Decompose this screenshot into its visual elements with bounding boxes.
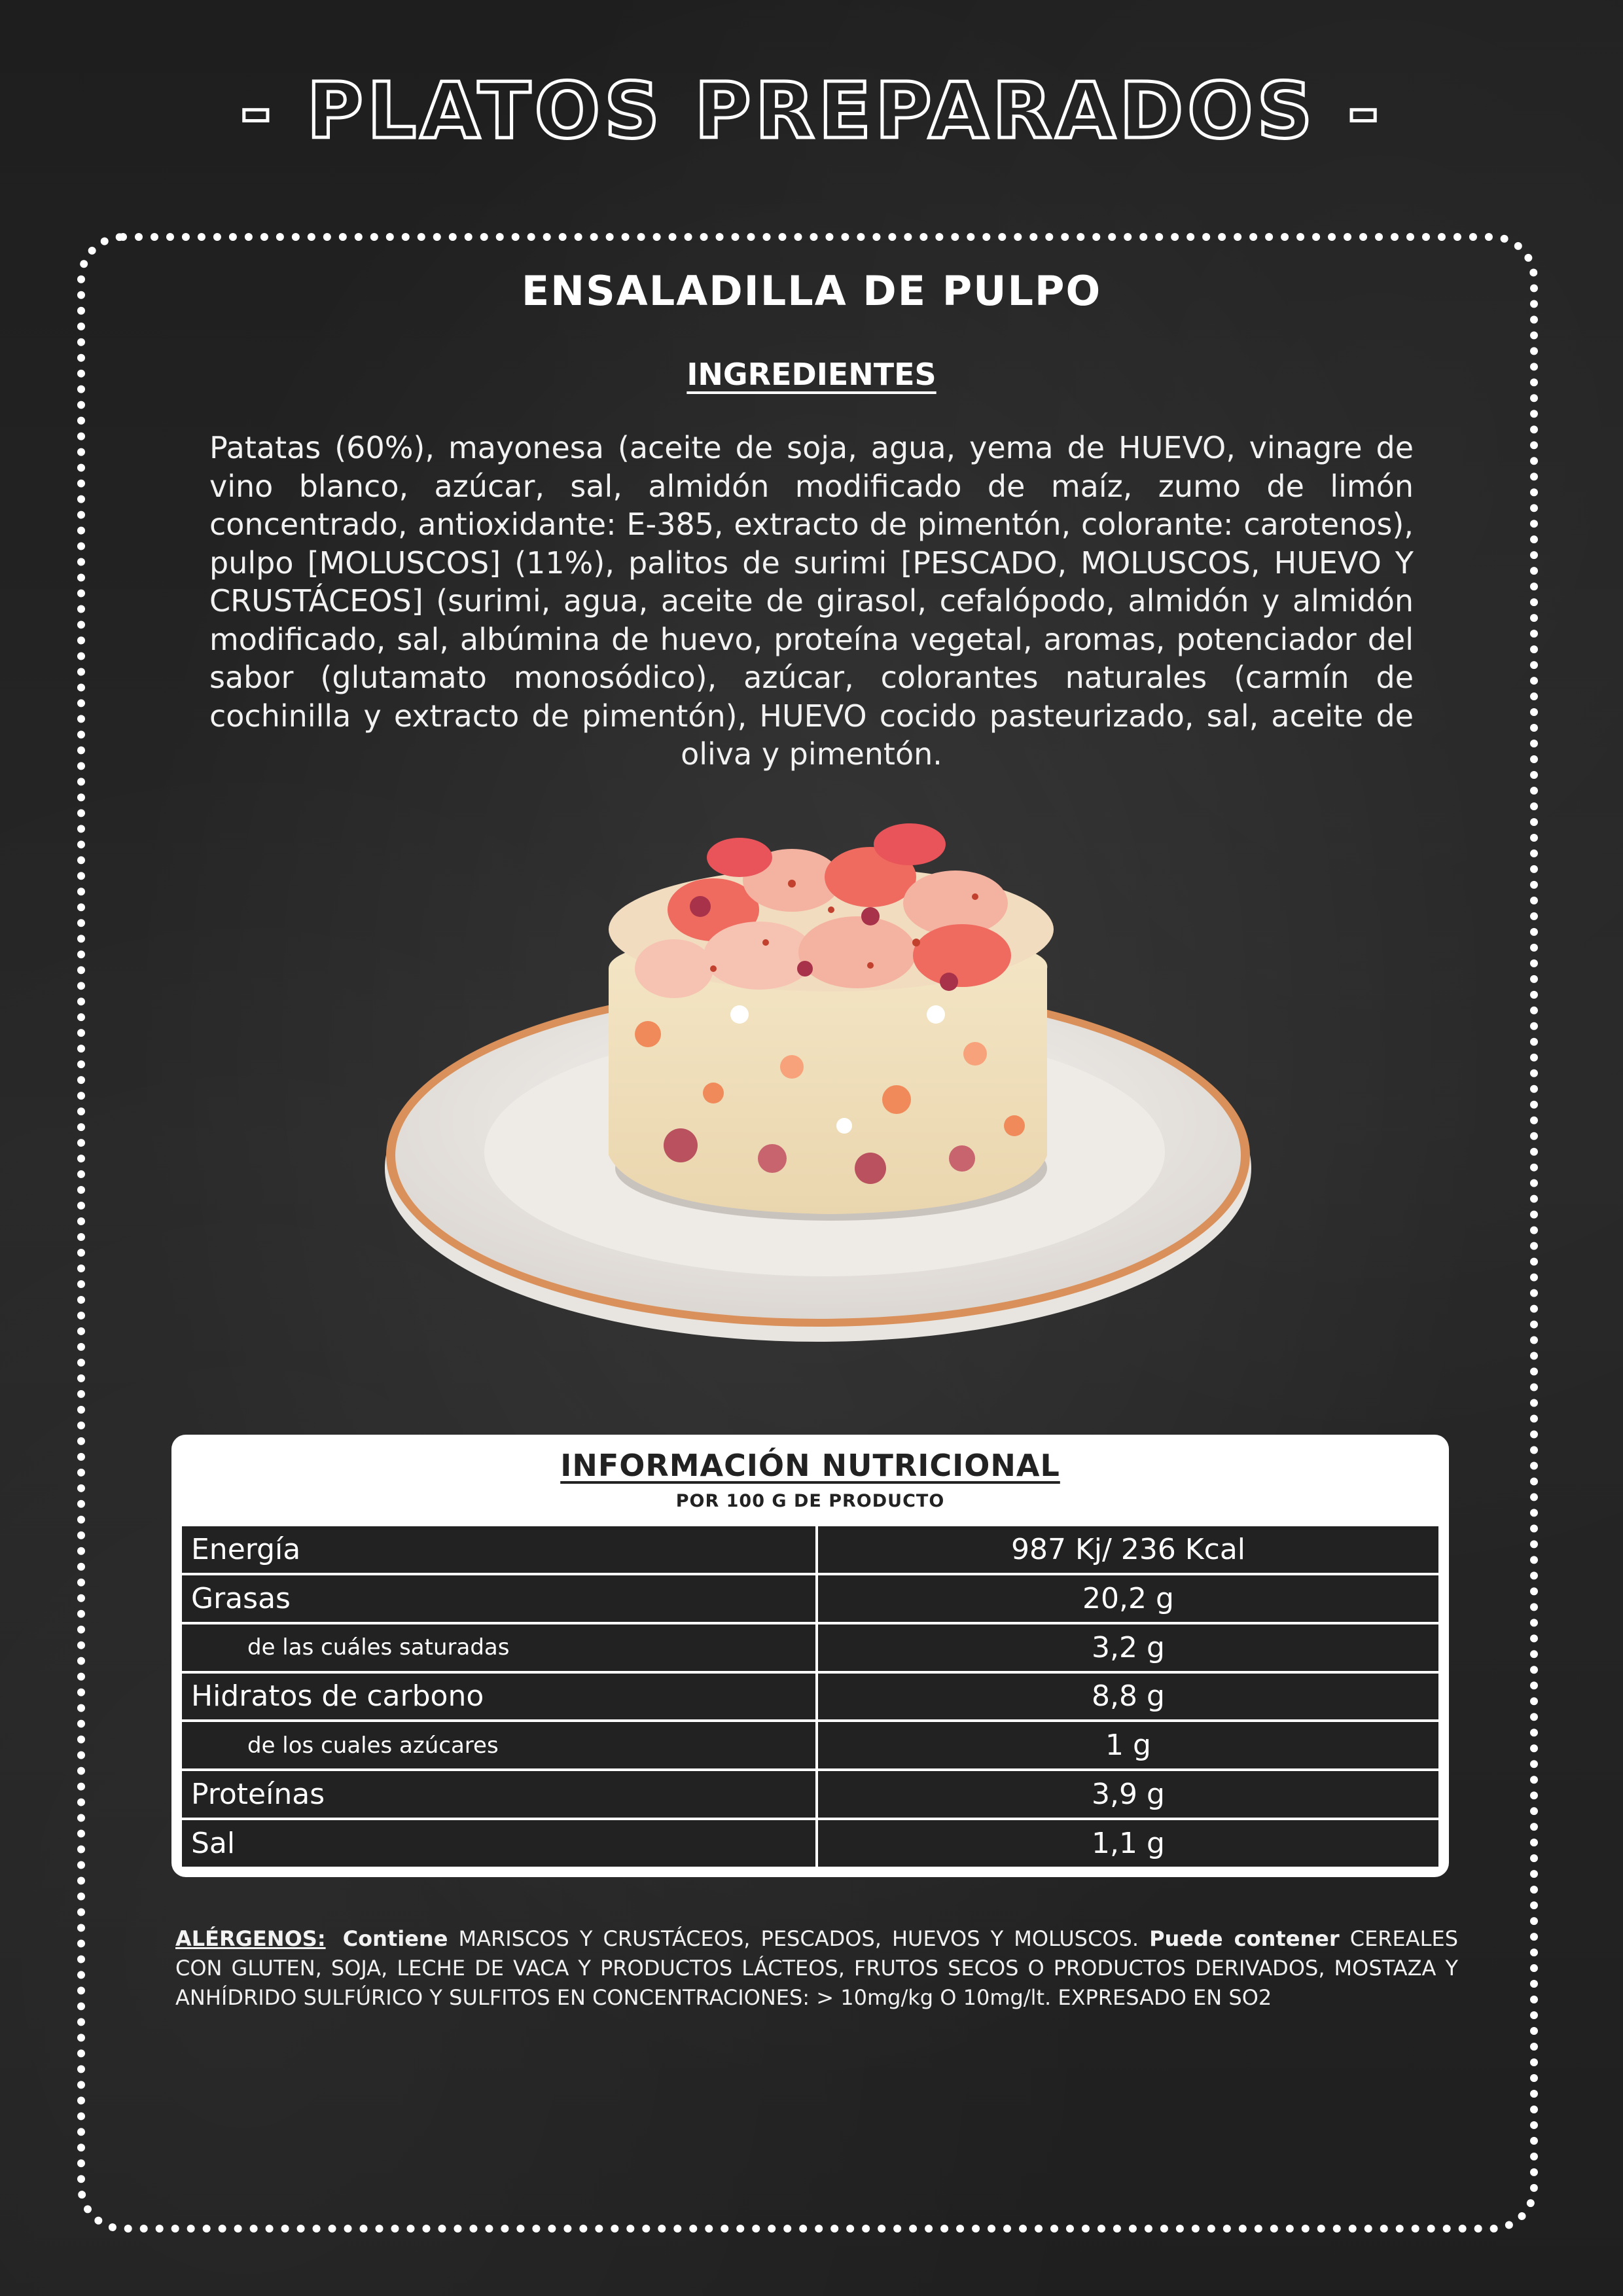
nutrition-label: Sal bbox=[181, 1819, 817, 1868]
nutrition-value: 3,9 g bbox=[817, 1770, 1440, 1819]
nutrition-value: 3,2 g bbox=[817, 1623, 1440, 1672]
nutrition-row bbox=[181, 1672, 1440, 1721]
nutrition-label: Hidratos de carbono bbox=[181, 1672, 817, 1721]
allergens-contains-text: MARISCOS Y CRUSTÁCEOS, PESCADOS, HUEVOS Y MOLUSCOS. bbox=[458, 1926, 1139, 1951]
nutrition-row bbox=[181, 1623, 1440, 1672]
nutrition-row bbox=[181, 1525, 1440, 1574]
nutrition-row bbox=[181, 1721, 1440, 1770]
allergens-contains-label: Contiene bbox=[342, 1926, 448, 1951]
nutrition-title: INFORMACIÓN NUTRICIONAL bbox=[560, 1448, 1060, 1483]
nutrition-label: Grasas bbox=[181, 1574, 817, 1623]
allergens-label: ALÉRGENOS: bbox=[175, 1926, 326, 1951]
nutrition-label: de las cuáles saturadas bbox=[181, 1623, 817, 1672]
ingredients-heading: INGREDIENTES bbox=[687, 357, 936, 392]
nutrition-value: 8,8 g bbox=[817, 1672, 1440, 1721]
allergens-may-contain-label: Puede contener bbox=[1149, 1926, 1340, 1951]
nutrition-value: 1 g bbox=[817, 1721, 1440, 1770]
allergens-may-contain-text: CEREALES CON GLUTEN, SOJA, LECHE DE VACA Y PRODUCTOS LÁCTEOS, FRUTOS SECOS O PRODUCTOS DERIVADOS, MOSTAZA Y ANHÍDRIDO SULFÚRICO Y SULFITOS EN CONCENTRACIONES: > 10mg/kg O 10mg/lt. EXPRESADO EN SO2 bbox=[175, 1926, 1458, 2010]
nutrition-table-body bbox=[181, 1525, 1440, 1868]
dish-name: ENSALADILLA DE PULPO bbox=[521, 267, 1102, 315]
nutrition-value: 20,2 g bbox=[817, 1574, 1440, 1623]
dish-photo-icon bbox=[373, 818, 1263, 1381]
nutrition-row bbox=[181, 1574, 1440, 1623]
ingredients-text: Patatas (60%), mayonesa (aceite de soja, agua, yema de HUEVO, vinagre de vino blanco, azúcar, sal, almidón modificado de maíz, zumo de limón concentrado, antioxidante: E-385, extracto de pimentón, colorante: carotenos), pulpo [MOLUSCOS] (11%), palitos de surimi [PESCADO, MOLUSCOS, HUEVO Y CRUSTÁCEOS] (surimi, agua, aceite de girasol, cefalópodo, almidón y almidón modificado, sal, albúmina de huevo, proteína vegetal, aromas, potenciador del sabor (glutamato monosódico), azúcar, colorantes naturales (carmín de cochinilla y extracto de pimentón), HUEVO cocido pasteurizado, sal, aceite de oliva y pimentón. bbox=[209, 430, 1414, 772]
nutrition-value: 987 Kj/ 236 Kcal bbox=[817, 1525, 1440, 1574]
nutrition-row bbox=[181, 1819, 1440, 1868]
allergens-statement bbox=[175, 1924, 1458, 2013]
nutrition-panel bbox=[171, 1435, 1449, 1877]
nutrition-label: Energía bbox=[181, 1525, 817, 1574]
nutrition-label: de los cuales azúcares bbox=[181, 1721, 817, 1770]
nutrition-row bbox=[181, 1770, 1440, 1819]
nutrition-label: Proteínas bbox=[181, 1770, 817, 1819]
nutrition-subtitle: POR 100 G DE PRODUCTO bbox=[675, 1491, 945, 1511]
nutrition-value: 1,1 g bbox=[817, 1819, 1440, 1868]
nutrition-table bbox=[179, 1524, 1441, 1869]
page-title: - PLATOS PREPARADOS - bbox=[240, 65, 1383, 156]
